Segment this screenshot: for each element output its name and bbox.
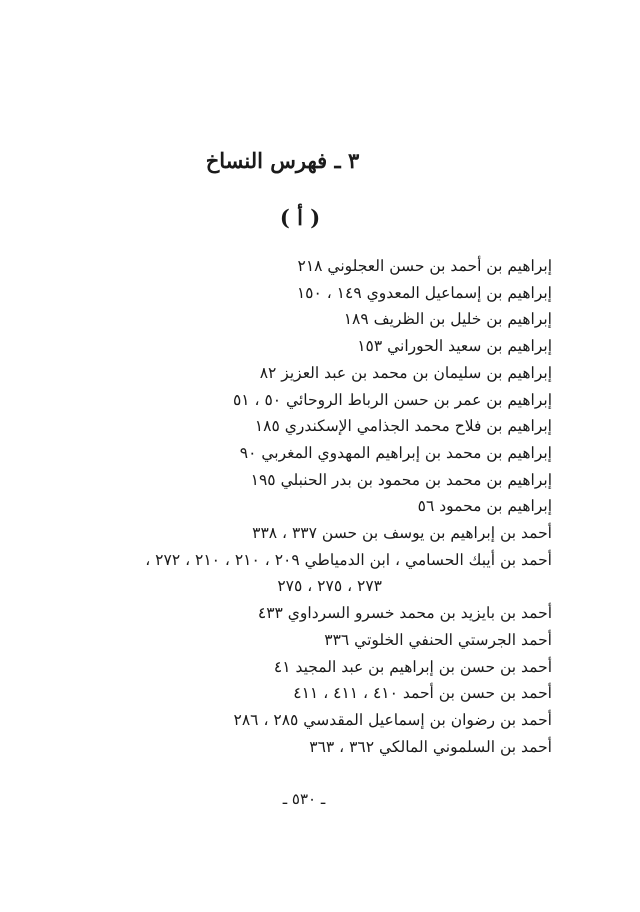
index-entry: إبراهيم بن عمر بن حسن الرباط الروحائي ٥٠ ، ٥١ bbox=[232, 390, 552, 409]
index-entry: أحمد بن حسن بن أحمد ٤١٠ ، ٤١١ ، ٤١١ bbox=[293, 684, 552, 703]
index-entry: أحمد بن إبراهيم بن يوسف بن حسن ٣٣٧ ، ٣٣٨ bbox=[252, 524, 552, 543]
index-entry-continuation: ٢٧٣ ، ٢٧٥ ، ٢٧٥ bbox=[277, 577, 382, 596]
index-entry: إبراهيم بن محمد بن إبراهيم المهدوي المغربي ٩٠ bbox=[239, 443, 552, 462]
index-entry: إبراهيم بن أحمد بن حسن العجلوني ٢١٨ bbox=[297, 257, 552, 275]
index-entry: أحمد الجرستي الحنفي الخلوتي ٣٣٦ bbox=[324, 630, 552, 649]
copyists-index-list bbox=[92, 253, 552, 760]
section-letter-heading: ( أ ) bbox=[279, 205, 321, 230]
index-entry: أحمد بن رضوان بن إسماعيل المقدسي ٢٨٥ ، ٢٨٦ bbox=[233, 710, 552, 729]
index-entry: إبراهيم بن سليمان بن محمد بن عبد العزيز ٨٢ bbox=[259, 363, 552, 382]
index-entry: أحمد بن السلموني المالكي ٣٦٢ ، ٣٦٣ bbox=[309, 737, 552, 756]
index-entry: إبراهيم بن خليل بن الظريف ١٨٩ bbox=[343, 310, 552, 329]
index-entry: إبراهيم بن محمود ٥٦ bbox=[417, 497, 552, 516]
index-entry: إبراهيم بن إسماعيل المعدوي ١٤٩ ، ١٥٠ bbox=[296, 283, 552, 302]
index-entry: إبراهيم بن سعيد الحوراني ١٥٣ bbox=[357, 337, 552, 356]
index-entry: أحمد بن بايزيد بن محمد خسرو السرداوي ٤٣٣ bbox=[257, 604, 552, 623]
page-number: ـ ٥٣٠ ـ bbox=[282, 790, 326, 808]
index-entry: أحمد بن أيبك الحسامي ، ابن الدمياطي ٢٠٩ ، ٢١٠ ، ٢١٠ ، ٢٧٢ ، bbox=[145, 550, 552, 569]
index-entry: إبراهيم بن فلاح محمد الجذامي الإسكندري ١٨٥ bbox=[254, 417, 552, 436]
chapter-title: ٣ ـ فهرس النساخ bbox=[205, 148, 360, 173]
index-entry: إبراهيم بن محمد بن محمود بن بدر الحنبلي ١٩٥ bbox=[250, 470, 552, 489]
index-entry: أحمد بن حسن بن إبراهيم بن عبد المجيد ٤١ bbox=[273, 657, 552, 676]
